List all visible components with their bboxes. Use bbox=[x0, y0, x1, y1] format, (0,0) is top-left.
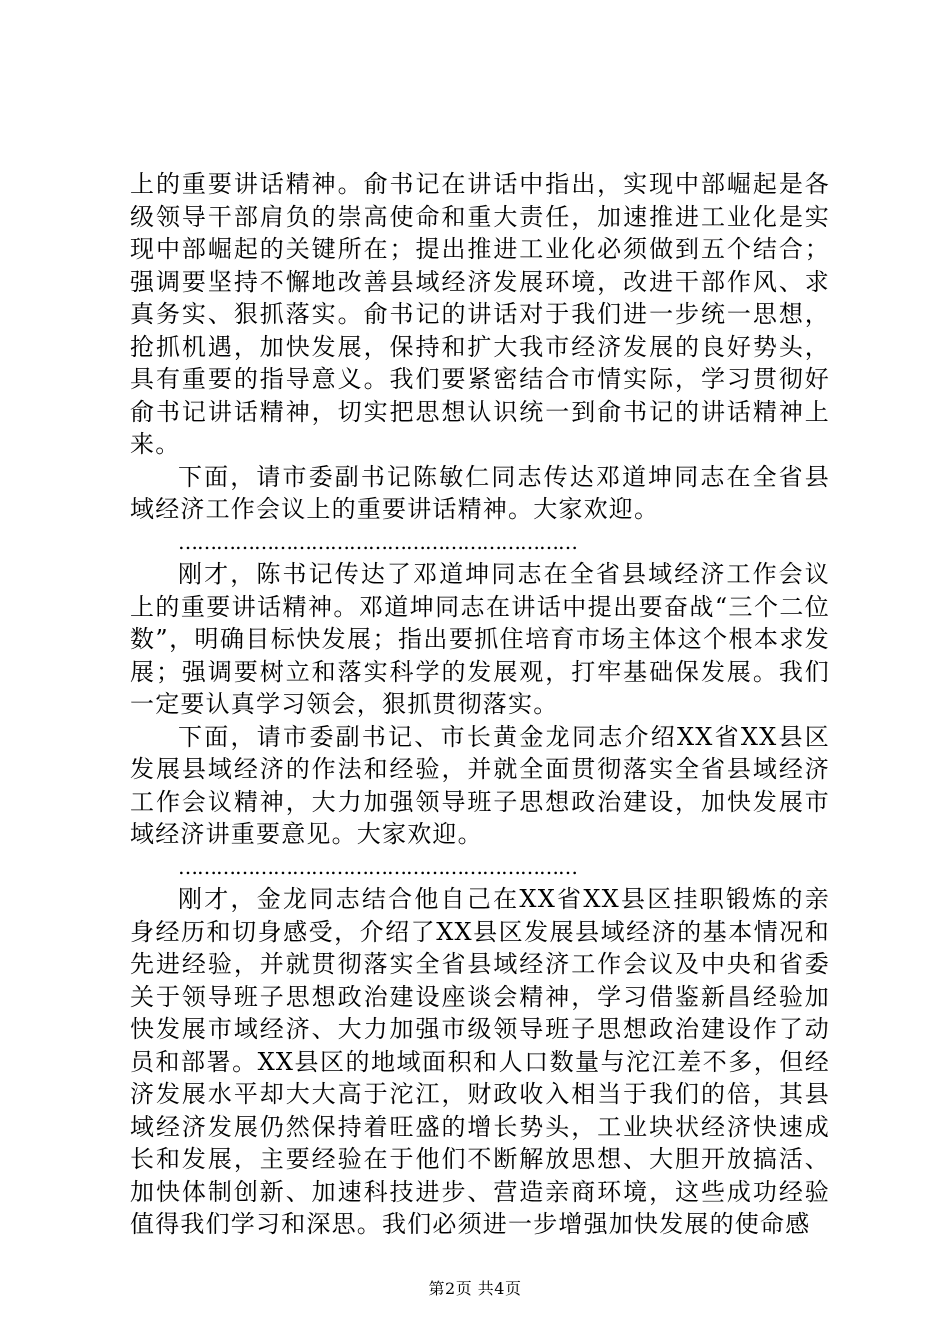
document-body bbox=[130, 168, 830, 1241]
paragraph-4: 下面，请市委副书记、市长黄金龙同志介绍XX省XX县区发展县域经济的作法和经验，并就全面贯彻落实全省县域经济工作会议精神，大力加强领导班子思想政治建设，加快发展市域经济讲重要意见。大家欢迎。 bbox=[130, 722, 830, 848]
ellipsis-separator-1: ……………………………………………………… bbox=[178, 529, 577, 554]
paragraph-5: 刚才，金龙同志结合他自己在XX省XX县区挂职锻炼的亲身经历和切身感受，介绍了XX县区发展县域经济的基本情况和先进经验，并就贯彻落实全省县域经济工作会议及中央和省委关于领导班子思想政治建设座谈会精神，学习借鉴新昌经验加快发展市域经济、大力加强市级领导班子思想政治建设作了动员和部署。XX县区的地域面积和人口数量与沱江差不多，但经济发展水平却大大高于沱江，财政收入相当于我们的倍，其县域经济发展仍然保持着旺盛的增长势头，工业块状经济快速成长和发展，主要经验在于他们不断解放思想、大胆开放搞活、加快体制创新、加速科技进步、营造亲商环境，这些成功经验值得我们学习和深思。我们必须进一步增强加快发展的使命感 bbox=[130, 885, 830, 1238]
page-number-footer: 第2页 共4页 bbox=[428, 1279, 522, 1298]
paragraph-1: 上的重要讲话精神。俞书记在讲话中指出，实现中部崛起是各级领导干部肩负的崇高使命和重大责任，加速推进工业化是实现中部崛起的关键所在；提出推进工业化必须做到五个结合；强调要坚持不懈地改善县域经济发展环境，改进干部作风、求真务实、狠抓落实。俞书记的讲话对于我们进一步统一思想，抢抓机遇，加快发展，保持和扩大我市经济发展的良好势头，具有重要的指导意义。我们要紧密结合市情实际，学习贯彻好俞书记讲话精神，切实把思想认识统一到俞书记的讲话精神上来。 bbox=[130, 170, 830, 458]
ellipsis-separator-2: ……………………………………………………… bbox=[178, 854, 577, 879]
paragraph-2: 下面，请市委副书记陈敏仁同志传达邓道坤同志在全省县域经济工作会议上的重要讲话精神。大家欢迎。 bbox=[130, 462, 830, 523]
paragraph-3: 刚才，陈书记传达了邓道坤同志在全省县域经济工作会议上的重要讲话精神。邓道坤同志在讲话中提出要奋战“三个二位数”，明确目标快发展；指出要抓住培育市场主体这个根本求发展；强调要树立和落实科学的发展观，打牢基础保发展。我们一定要认真学习领会，狠抓贯彻落实。 bbox=[130, 560, 830, 718]
